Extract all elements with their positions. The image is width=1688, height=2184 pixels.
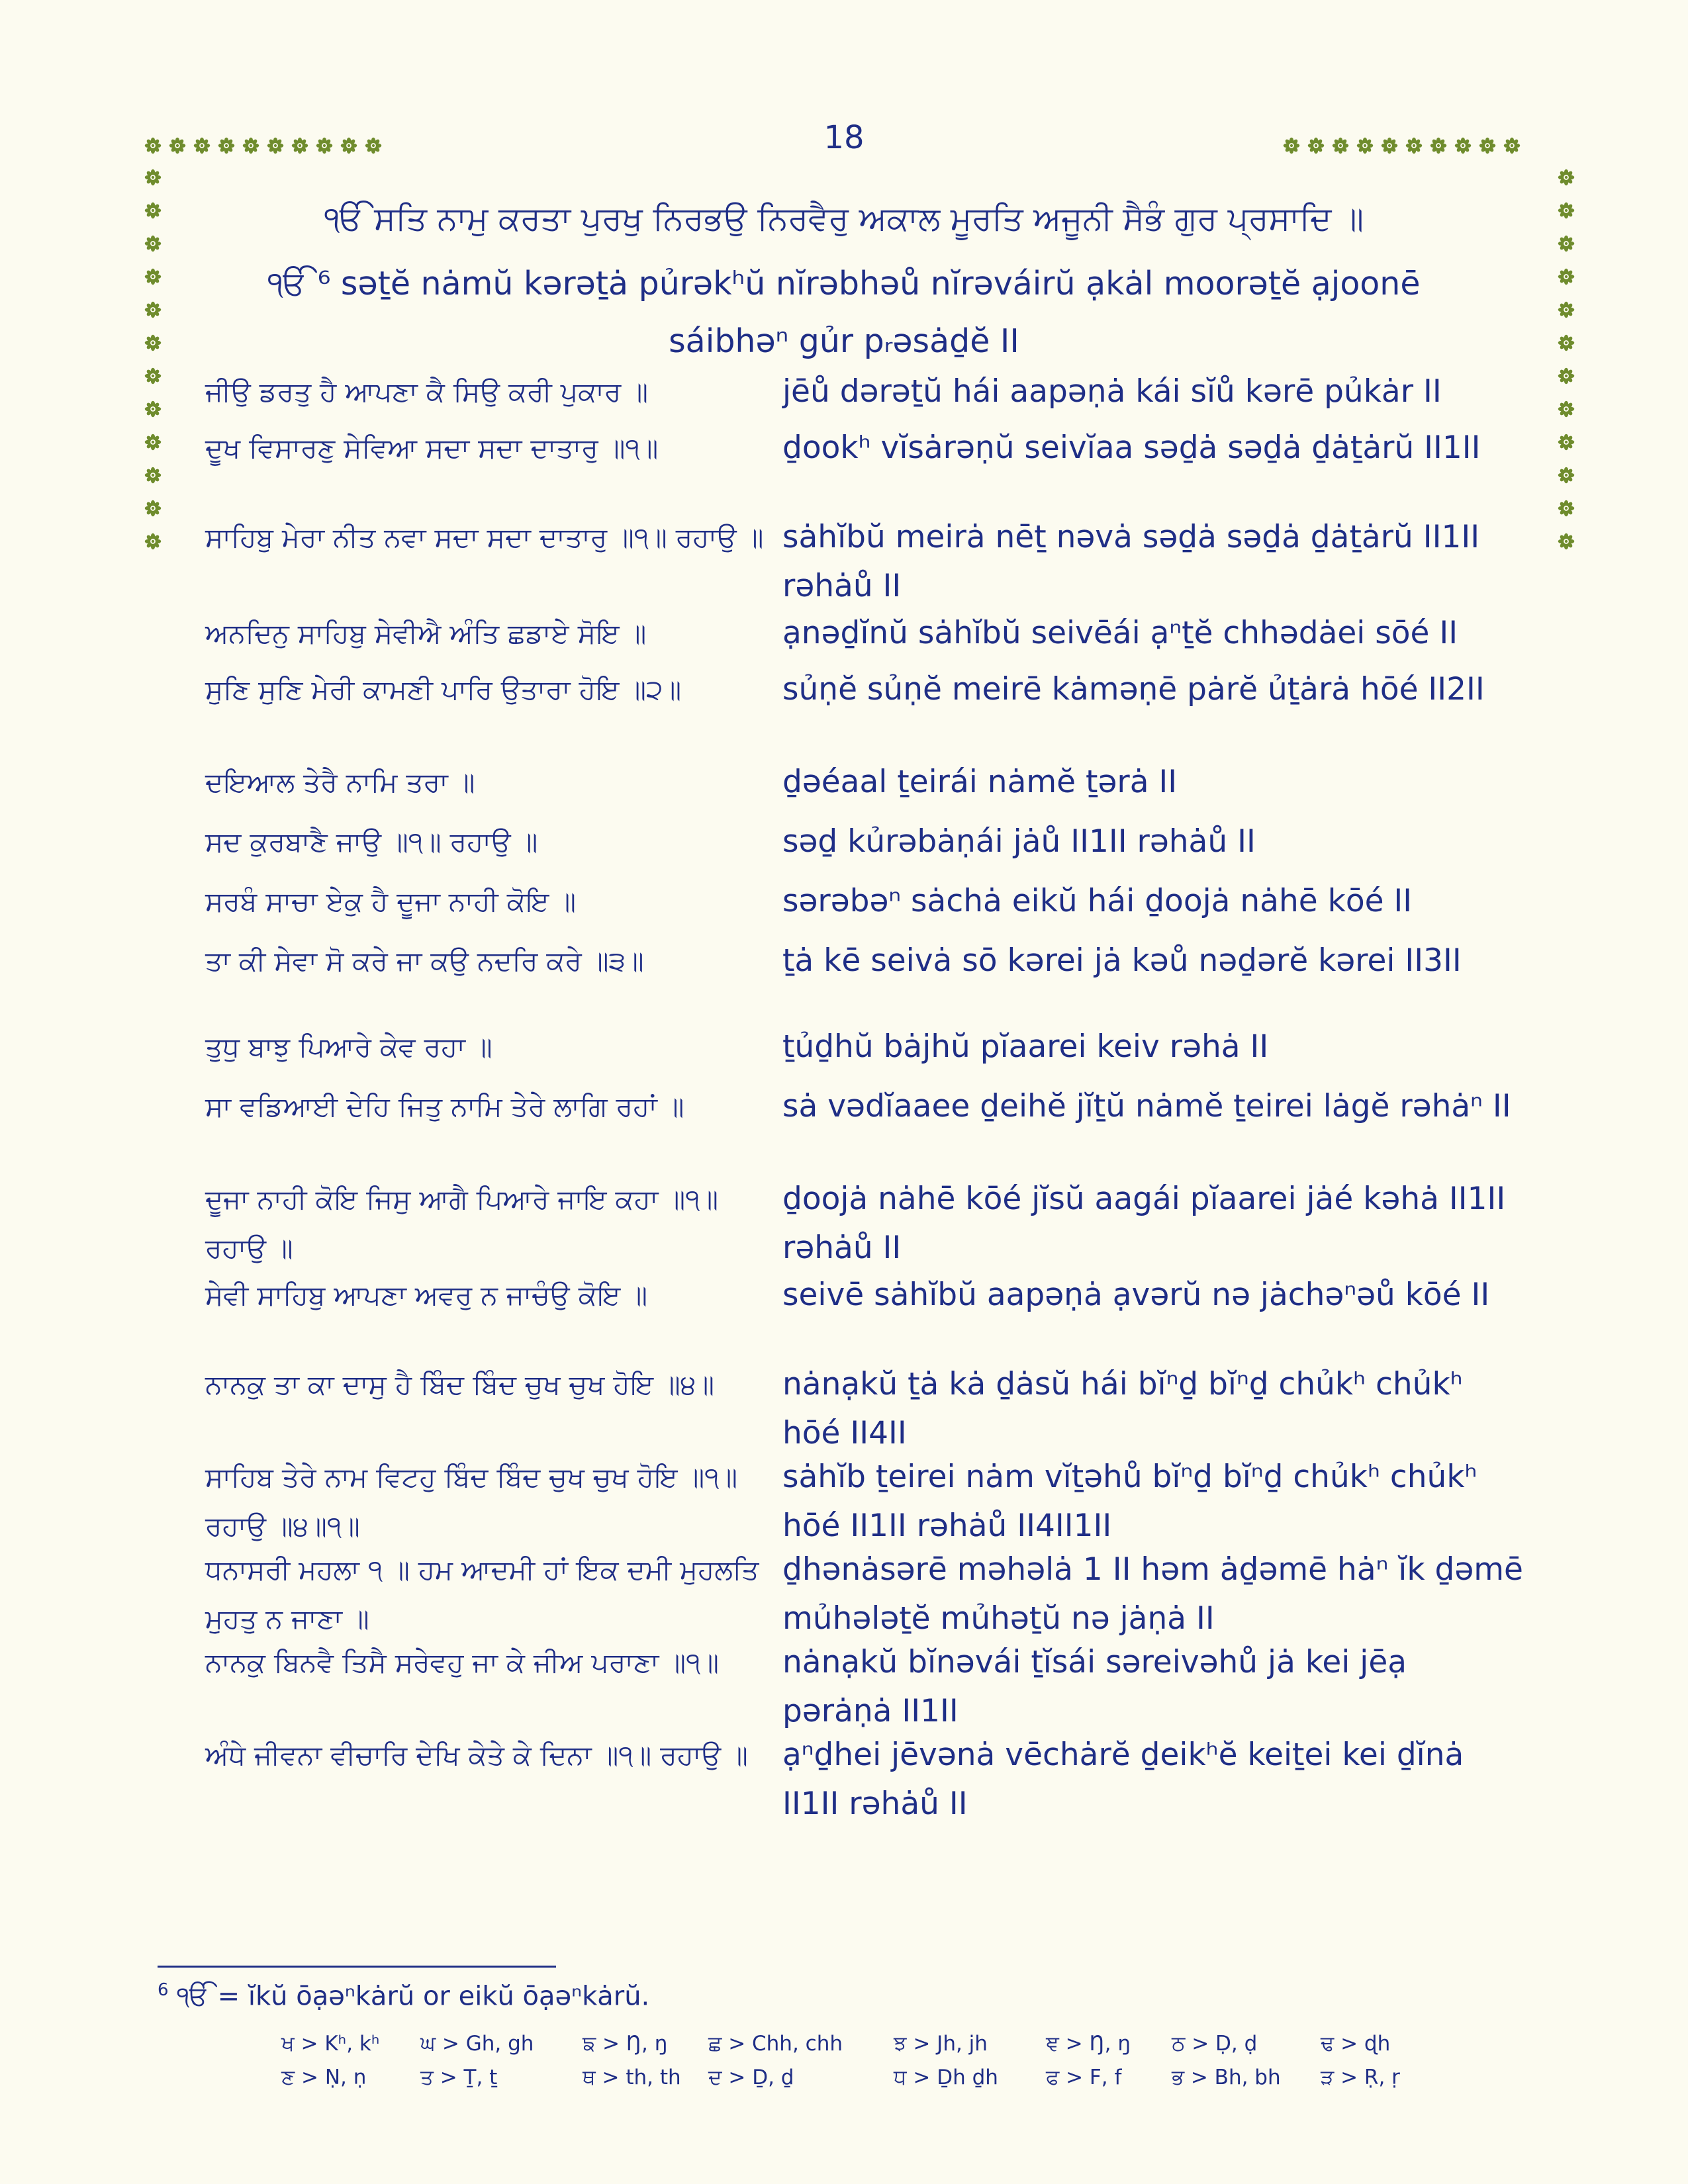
flower-ornament-icon [144, 467, 162, 484]
flower-ornament-icon [1558, 334, 1575, 351]
verse-gurmukhi: ਸਾਹਿਬ ਤੇਰੇ ਨਾਮ ਵਿਟਹੁ ਬਿੰਦ ਬਿੰਦ ਚੁਖ ਚੁਖ ਹੋਇ ॥੧॥ ਰਹਾਉ ॥੪॥੧॥ [205, 1461, 738, 1542]
flower-ornament-icon [1503, 137, 1521, 154]
flower-ornament-icon [1283, 137, 1300, 154]
verse-transliteration: səḏ kủrəbȧṇái jȧů II1II rəhȧů II [782, 823, 1256, 860]
flower-ornament-icon [1558, 202, 1575, 219]
flower-ornament-icon [169, 137, 186, 154]
verse-transliteration: sȧhĭbŭ meirȧ nēṯ nəvȧ səḏȧ səḏȧ ḏȧṯȧrŭ II1II rəhȧů II [782, 519, 1480, 604]
verse-transliteration: ạⁿḏhei jēvənȧ vēchȧrĕ ḏeikʰĕ keiṯei kei ḏĭnȧ II1II rəhȧů II [782, 1737, 1464, 1822]
verse-gurmukhi: ਸਾਹਿਬੁ ਮੇਰਾ ਨੀਤ ਨਵਾ ਸਦਾ ਸਦਾ ਦਾਤਾਰੁ ॥੧॥ ਰਹਾਉ ॥ [205, 522, 764, 553]
left-border [144, 169, 162, 550]
verse-gurmukhi: ਨਾਨਕੁ ਬਿਨਵੈ ਤਿਸੈ ਸਰੇਵਹੁ ਜਾ ਕੇ ਜੀਅ ਪਰਾਣਾ ॥੧॥ [205, 1647, 719, 1678]
pronunciation-key-entry: ਛ > Chh, chh [708, 2032, 843, 2056]
flower-ornament-icon [1558, 533, 1575, 550]
verse-transliteration: ṯȧ kē seivȧ sō kərei jȧ kəů nəḏərĕ kərei II3II [782, 942, 1462, 979]
pronunciation-key-entry: ਢ > ɖh [1321, 2032, 1391, 2056]
pronunciation-key-entry: ਠ > Ḍ, ḍ [1172, 2032, 1258, 2056]
flower-ornament-icon [1558, 235, 1575, 252]
verse-transliteration: ṯủḏhŭ bȧjhŭ pĭaarei keiv rəhȧ II [782, 1028, 1269, 1065]
flower-ornament-icon [144, 169, 162, 186]
flower-ornament-icon [218, 137, 235, 154]
flower-ornament-icon [1558, 367, 1575, 385]
verse-gurmukhi: ਤਾ ਕੀ ਸੇਵਾ ਸੋ ਕਰੇ ਜਾ ਕਉ ਨਦਰਿ ਕਰੇ ॥੩॥ [205, 945, 644, 977]
flower-ornament-icon [316, 137, 333, 154]
verse-transliteration: ḏəéaal ṯeirái nȧmĕ ṯərȧ II [782, 764, 1178, 800]
flower-ornament-icon [144, 367, 162, 385]
verse-gurmukhi: ਨਾਨਕੁ ਤਾ ਕਾ ਦਾਸੁ ਹੈ ਬਿੰਦ ਬਿੰਦ ਚੁਖ ਚੁਖ ਹੋਇ ॥੪॥ [205, 1369, 715, 1400]
flower-ornament-icon [1430, 137, 1447, 154]
flower-ornament-icon [1479, 137, 1496, 154]
flower-ornament-icon [242, 137, 259, 154]
mool-mantar-gurmukhi: ੴ ਸਤਿ ਨਾਮੁ ਕਰਤਾ ਪੁਰਖੁ ਨਿਰਭਉ ਨਿਰਵੈਰੁ ਅਕਾਲ ਮੂਰਤਿ ਅਜੂਨੀ ਸੈਭੰ ਗੁਰ ਪ੍ਰਸਾਦਿ ॥ [324, 200, 1364, 238]
verse-transliteration: nȧnạkŭ ṯȧ kȧ ḏȧsŭ hái bĭⁿḏ bĭⁿḏ chủkʰ chủkʰ hōé II4II [782, 1366, 1463, 1451]
verse-transliteration: sủṇĕ sủṇĕ meirē kȧməṇē pȧrĕ ủṯȧrȧ hōé II2II [782, 671, 1485, 707]
pronunciation-key-entry: ੜ > Ṛ, ṛ [1321, 2066, 1400, 2089]
flower-ornament-icon [144, 202, 162, 219]
flower-ornament-icon [1405, 137, 1423, 154]
pronunciation-key-entry: ਖ > Kʰ, kʰ [281, 2032, 380, 2056]
pronunciation-key-entry: ਦ > Ḏ, ḏ [708, 2066, 794, 2089]
flower-ornament-icon [144, 400, 162, 418]
verse-transliteration: ạnəḏĭnŭ sȧhĭbŭ seivēái ạⁿṯĕ chhədȧei sōé II [782, 615, 1458, 651]
footnote-text: ੴ = ĭkŭ ōạəⁿkȧrŭ or eikŭ ōạəⁿkȧrŭ. [177, 1981, 650, 2012]
flower-ornament-icon [144, 500, 162, 517]
flower-ornament-icon [1558, 301, 1575, 318]
pronunciation-key [281, 2032, 1473, 2090]
flower-ornament-icon [1558, 268, 1575, 285]
page-number: 18 [823, 119, 865, 156]
pronunciation-key-entry: ਫ > F, f [1046, 2066, 1122, 2089]
flower-ornament-icon [144, 137, 162, 154]
pronunciation-key-entry: ਘ > Gh, gh [420, 2032, 534, 2056]
mool-mantar-translit-line2: sáibhəⁿ gủr pᵣəsȧḏĕ II [669, 322, 1019, 360]
flower-ornament-icon [1558, 433, 1575, 451]
verse-transliteration: ḏhənȧsərē məhəlȧ 1 II həm ȧḏəmē hȧⁿ ĭk ḏəmē mủhələṯĕ mủhəṯŭ nə jȧṇȧ II [782, 1551, 1523, 1637]
verse-transliteration: sərəbəⁿ sȧchȧ eikŭ hái ḏoojȧ nȧhē kōé II [782, 883, 1413, 919]
verse-transliteration: ḏookʰ vĭsȧrəṇŭ seivĭaa səḏȧ səḏȧ ḏȧṯȧrŭ II1II [782, 430, 1481, 466]
pronunciation-key-entry: ਣ > Ṇ, ṇ [281, 2066, 367, 2089]
top-border-right [1283, 137, 1521, 154]
verse-gurmukhi: ਜੀਉ ਡਰਤੁ ਹੈ ਆਪਣਾ ਕੈ ਸਿਉ ਕਰੀ ਪੁਕਾਰ ॥ [205, 376, 648, 408]
flower-ornament-icon [1454, 137, 1472, 154]
verse-transliteration: nȧnạkŭ bĭnəvái ṯĭsái səreivəhů jȧ kei jēạ pərȧṇȧ II1II [782, 1644, 1407, 1729]
right-border [1558, 169, 1575, 550]
flower-ornament-icon [365, 137, 382, 154]
flower-ornament-icon [1356, 137, 1374, 154]
verse-gurmukhi: ਧਨਾਸਰੀ ਮਹਲਾ ੧ ॥ ਹਮ ਆਦਮੀ ਹਾਂ ਇਕ ਦਮੀ ਮੁਹਲਤਿ ਮੁਹਤੁ ਨ ਜਾਣਾ ॥ [205, 1554, 759, 1635]
flower-ornament-icon [1558, 169, 1575, 186]
footnote-marker: 6 [158, 1980, 169, 2000]
flower-ornament-icon [144, 235, 162, 252]
verse-gurmukhi: ਸੁਣਿ ਸੁਣਿ ਮੇਰੀ ਕਾਮਣੀ ਪਾਰਿ ਉਤਾਰਾ ਹੋਇ ॥੨॥ [205, 674, 682, 705]
flower-ornament-icon [267, 137, 284, 154]
verse-transliteration: ḏoojȧ nȧhē kōé jĭsŭ aagái pĭaarei jȧé kəhȧ II1II rəhȧů II [782, 1181, 1506, 1266]
flower-ornament-icon [1558, 467, 1575, 484]
flower-ornament-icon [144, 334, 162, 351]
footnote-divider [158, 1966, 556, 1968]
flower-ornament-icon [144, 433, 162, 451]
flower-ornament-icon [193, 137, 211, 154]
flower-ornament-icon [1307, 137, 1325, 154]
pronunciation-key-entry: ਥ > th, th [583, 2066, 681, 2089]
pronunciation-key-entry: ਭ > Bh, bh [1172, 2066, 1281, 2089]
verse-gurmukhi: ਸੇਵੀ ਸਾਹਿਬੁ ਆਪਣਾ ਅਵਰੁ ਨ ਜਾਚੰਉ ਕੋਇ ॥ [205, 1279, 647, 1311]
verse-gurmukhi: ਤੁਧੁ ਬਾਝੁ ਪਿਆਰੇ ਕੇਵ ਰਹਾ ॥ [205, 1031, 492, 1063]
verse-gurmukhi: ਦੂਜਾ ਨਾਹੀ ਕੋਇ ਜਿਸੁ ਆਗੈ ਪਿਆਰੇ ਜਾਇ ਕਹਾ ॥੧॥ ਰਹਾਉ ॥ [205, 1183, 718, 1264]
flower-ornament-icon [291, 137, 308, 154]
pronunciation-key-entry: ਝ > Jh, jh [894, 2032, 988, 2056]
verse-transliteration: jēů dərəṯŭ hái aapəṇȧ kái sĭů kərē pủkȧr II [782, 373, 1442, 410]
flower-ornament-icon [1558, 500, 1575, 517]
flower-ornament-icon [144, 533, 162, 550]
verse-gurmukhi: ਦਇਆਲ ਤੇਰੈ ਨਾਮਿ ਤਰਾ ॥ [205, 766, 475, 798]
verse-gurmukhi: ਅਨਦਿਨੁ ਸਾਹਿਬੁ ਸੇਵੀਐ ਅੰਤਿ ਛਡਾਏ ਸੋਇ ॥ [205, 617, 647, 649]
top-border-left [144, 137, 382, 154]
verse-gurmukhi: ਸਦ ਕੁਰਬਾਣੈ ਜਾਉ ॥੧॥ ਰਹਾਉ ॥ [205, 826, 538, 858]
verse-transliteration: seivē sȧhĭbŭ aapəṇȧ ạvərŭ nə jȧchəⁿəů kōé II [782, 1277, 1490, 1313]
flower-ornament-icon [1558, 400, 1575, 418]
verse-gurmukhi: ਸਰਬੰ ਸਾਚਾ ਏਕੁ ਹੈ ਦੂਜਾ ਨਾਹੀ ਕੋਇ ॥ [205, 886, 577, 917]
verse-gurmukhi: ਅੰਧੇ ਜੀਵਨਾ ਵੀਚਾਰਿ ਦੇਖਿ ਕੇਤੇ ਕੇ ਦਿਨਾ ॥੧॥ ਰਹਾਉ ॥ [205, 1739, 748, 1771]
footnote [158, 1980, 649, 2011]
flower-ornament-icon [340, 137, 357, 154]
mool-mantar-translit-line1: ੴ ⁶ səṯĕ nȧmŭ kərəṯȧ pủrəkʰŭ nĭrəbhəů nĭrəváirŭ ạkȧl moorəṯĕ ạjoonē [267, 265, 1421, 302]
pronunciation-key-entry: ਤ > Ṯ, ṯ [420, 2066, 498, 2089]
flower-ornament-icon [144, 301, 162, 318]
pronunciation-key-entry: ਞ > Ŋ, ŋ [1046, 2032, 1131, 2056]
verse-transliteration: sȧ vədĭaaee ḏeihĕ jĭṯŭ nȧmĕ ṯeirei lȧgĕ rəhȧⁿ II [782, 1088, 1511, 1124]
flower-ornament-icon [1381, 137, 1398, 154]
verse-gurmukhi: ਸਾ ਵਡਿਆਈ ਦੇਹਿ ਜਿਤੁ ਨਾਮਿ ਤੇਰੇ ਲਾਗਿ ਰਹਾਂ ॥ [205, 1091, 684, 1122]
flower-ornament-icon [1332, 137, 1349, 154]
pronunciation-key-entry: ਙ > Ŋ, ŋ [583, 2032, 668, 2056]
verse-transliteration: sȧhĭb ṯeirei nȧm vĭṯəhů bĭⁿḏ bĭⁿḏ chủkʰ chủkʰ hōé II1II rəhȧů II4II1II [782, 1459, 1477, 1544]
verse-gurmukhi: ਦੂਖ ਵਿਸਾਰਣੁ ਸੇਵਿਆ ਸਦਾ ਸਦਾ ਦਾਤਾਰੁ ॥੧॥ [205, 432, 659, 464]
pronunciation-key-entry: ਧ > Ḏh ḏh [894, 2066, 998, 2089]
flower-ornament-icon [144, 268, 162, 285]
